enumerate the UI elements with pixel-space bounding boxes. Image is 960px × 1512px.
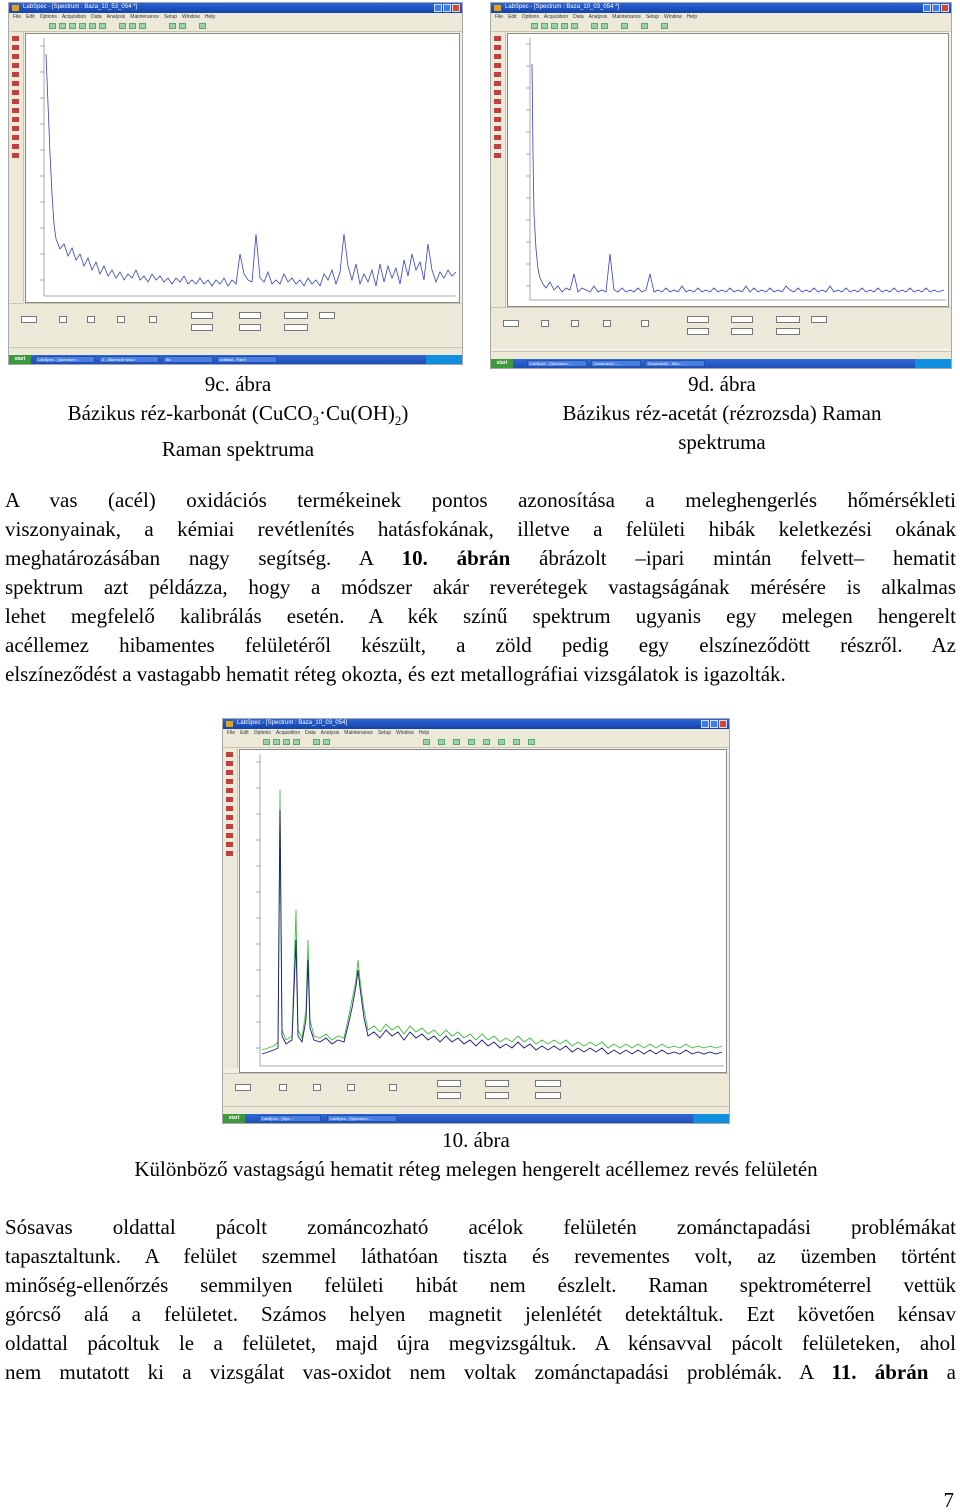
tool-icon[interactable]: [12, 63, 19, 68]
caption-title-line2: Raman spektruma: [161, 437, 315, 462]
status-bar: [491, 351, 951, 359]
taskbar-item[interactable]: untitled - Paint: [217, 356, 277, 363]
toolbar-icon[interactable]: [179, 23, 186, 29]
taskbar-item[interactable]: Document1 - ...: [591, 360, 641, 367]
acquisition-panel: [223, 1073, 729, 1106]
window-title: LabSpec - [Spectrum : Baza_10_03_054]: [237, 720, 348, 726]
toolbar-icon[interactable]: [199, 23, 206, 29]
text-line: lehet megfelelő kalibrálás esetén. A kék színű spektrum ugyanis egy melegen hengerelt: [5, 604, 956, 628]
toolbar-icon[interactable]: [498, 739, 505, 745]
minimize-button[interactable]: [701, 720, 709, 728]
tool-icon[interactable]: [12, 72, 19, 77]
menu-item[interactable]: Help: [418, 730, 430, 736]
spectrometer-field[interactable]: [191, 312, 213, 319]
side-toolbar: [9, 32, 24, 302]
toolbar-icon[interactable]: [468, 739, 475, 745]
spectrometer-icon[interactable]: [641, 320, 649, 327]
tool-icon[interactable]: [226, 806, 233, 811]
body-paragraph-2: [5, 1213, 956, 1387]
taskbar-item[interactable]: LabSpec - [Spectrum...: [35, 356, 95, 363]
text-line: viszonyainak, a kémiai revétlenítés hatásfokának, illetve a felületi hibák keletkezési okának: [5, 517, 956, 541]
slit-icon[interactable]: [603, 320, 611, 327]
toolbar-icon[interactable]: [263, 739, 270, 745]
body-paragraph-1: [5, 486, 956, 689]
toolbar-icon[interactable]: [561, 23, 568, 29]
tool-icon[interactable]: [494, 99, 501, 104]
taskbar: [491, 359, 951, 368]
caption-label: 9c. ábra: [204, 372, 272, 396]
taskbar-item[interactable]: LabSpec - [Spectrum...: [527, 360, 587, 367]
maximize-button[interactable]: [710, 720, 718, 728]
taskbar-item[interactable]: 2 - Microsoft Word: [99, 356, 159, 363]
toolbar-icon[interactable]: [601, 23, 608, 29]
tool-icon[interactable]: [226, 770, 233, 775]
window-title: LabSpec - [Spectrum : Baza_10_53_054 *]: [23, 4, 138, 10]
tool-icon[interactable]: [494, 72, 501, 77]
menu-item[interactable]: File: [13, 14, 22, 20]
tool-icon[interactable]: [12, 153, 19, 158]
spectrum-chart: [240, 750, 726, 1072]
menu-item[interactable]: Setup: [377, 730, 392, 736]
tool-icon[interactable]: [12, 135, 19, 140]
text-line: A vas (acél) oxidációs termékeinek pontos azonosítása a meleghengerlés hőmérsékleti: [5, 488, 956, 512]
tool-icon[interactable]: [12, 117, 19, 122]
acquisition-field[interactable]: [239, 324, 261, 331]
menu-item[interactable]: Help: [686, 14, 698, 20]
xyz-coords-field[interactable]: [284, 312, 308, 319]
status-bar: [9, 347, 462, 355]
tool-icon[interactable]: [226, 851, 233, 856]
laser-icon[interactable]: [503, 320, 519, 327]
tool-icon[interactable]: [12, 54, 19, 59]
tool-icon[interactable]: [12, 45, 19, 50]
caption-title: Bázikus réz-acetát (rézrozsda) Raman: [562, 401, 882, 425]
caption-fig9d: [484, 370, 960, 457]
toolbar-icon[interactable]: [483, 739, 490, 745]
spectrometer-field[interactable]: [437, 1080, 461, 1087]
menu-item[interactable]: Acquisition: [275, 730, 301, 736]
taskbar-item[interactable]: LabSpec - [Spe...: [259, 1115, 321, 1122]
tool-icon[interactable]: [226, 833, 233, 838]
toolbar-icon[interactable]: [89, 23, 96, 29]
hole-icon[interactable]: [87, 316, 95, 323]
menu-item[interactable]: Analysis: [106, 14, 126, 20]
toolbar-icon[interactable]: [313, 739, 320, 745]
tool-icon[interactable]: [494, 90, 501, 95]
text-line: oldattal pácoltuk le a felületet, majd újra megvizsgáltuk. A kénsavval pácolt felületeken, ahol: [5, 1331, 956, 1355]
toolbar-icon[interactable]: [591, 23, 598, 29]
window-titlebar: [223, 719, 729, 729]
toolbar-icon[interactable]: [323, 739, 330, 745]
toolbar: [9, 21, 462, 32]
tool-icon[interactable]: [226, 842, 233, 847]
page-number: 7: [943, 1488, 954, 1512]
start-button[interactable]: start: [491, 359, 513, 368]
tool-icon[interactable]: [494, 153, 501, 158]
text-line: Sósavas oldattal pácolt zománcozható acélok felületén zománctapadási problémákat: [5, 1215, 956, 1239]
menu-item[interactable]: Help: [204, 14, 216, 20]
toolbar-icon[interactable]: [571, 23, 578, 29]
menu-item[interactable]: Edit: [508, 14, 517, 20]
toolbar: [223, 737, 729, 748]
tool-icon[interactable]: [494, 108, 501, 113]
spectrum-chart: [26, 34, 459, 302]
maximize-button[interactable]: [443, 4, 451, 12]
tool-icon[interactable]: [494, 45, 501, 50]
spectrum-chart: [508, 34, 948, 306]
window-controls: [434, 4, 460, 12]
caption-label: 10. ábra: [442, 1128, 510, 1152]
acquisition-field[interactable]: [485, 1080, 509, 1087]
toolbar-icon[interactable]: [621, 23, 628, 29]
text-line: acéllemez hibamentes felületéről készült, a zöld pedig egy elszíneződött részről. Az: [5, 633, 956, 657]
menu-item[interactable]: File: [227, 730, 236, 736]
spectrum-plot[interactable]: [507, 33, 949, 307]
menu-item[interactable]: Data: [305, 730, 316, 736]
acquisition-field[interactable]: [485, 1092, 509, 1099]
toolbar-icon[interactable]: [541, 23, 548, 29]
xyz-coords-field[interactable]: [284, 324, 308, 331]
toolbar-icon[interactable]: [661, 23, 668, 29]
tool-icon[interactable]: [494, 144, 501, 149]
tool-icon[interactable]: [12, 108, 19, 113]
menu-item[interactable]: Analysis: [320, 730, 340, 736]
window-controls: [701, 720, 727, 728]
filter-icon[interactable]: [541, 320, 549, 327]
menu-item[interactable]: Setup: [645, 14, 660, 20]
laser-icon[interactable]: [235, 1084, 251, 1091]
toolbar-icon[interactable]: [129, 23, 136, 29]
toolbar-icon[interactable]: [438, 739, 445, 745]
tool-icon[interactable]: [494, 81, 501, 86]
toolbar-icon[interactable]: [283, 739, 290, 745]
menu-item[interactable]: Maintenance: [612, 14, 641, 20]
hole-icon[interactable]: [313, 1084, 321, 1091]
screenshot-fig9c: [8, 2, 463, 365]
toolbar-icon[interactable]: [513, 739, 520, 745]
tool-icon[interactable]: [12, 126, 19, 131]
menu-item[interactable]: Edit: [26, 14, 35, 20]
caption-fig10: [0, 1126, 952, 1184]
xyz-coords-field[interactable]: [776, 328, 800, 335]
side-toolbar: [491, 32, 506, 307]
toolbar-icon[interactable]: [423, 739, 430, 745]
figure-reference: 10. ábrán: [401, 546, 511, 570]
menu-bar: [223, 729, 729, 737]
toolbar-icon[interactable]: [273, 739, 280, 745]
start-button[interactable]: start: [223, 1114, 245, 1123]
toolbar-icon[interactable]: [49, 23, 56, 29]
tool-icon[interactable]: [226, 797, 233, 802]
menu-item[interactable]: Setup: [163, 14, 178, 20]
taskbar: [9, 355, 462, 364]
toolbar: [491, 21, 951, 32]
text-line: minőség-ellenőrzés semmilyen felületi hibát nem észlelt. Raman spektrométerrel vettük: [5, 1273, 956, 1297]
menu-item[interactable]: Options: [39, 14, 57, 20]
video-button[interactable]: [811, 316, 827, 323]
text-line: meghatározásában nagy segítség. A 10. ábrán ábrázolt –ipari mintán felvett– hematit: [5, 546, 956, 570]
text-line: górcső alá a felületet. Számos helyen magnetit jelenlétét detektáltuk. Ezt követően kénsav: [5, 1302, 956, 1326]
filter-icon[interactable]: [279, 1084, 287, 1091]
menu-bar: [491, 13, 951, 21]
xyz-coords-field[interactable]: [535, 1092, 561, 1099]
toolbar-icon[interactable]: [79, 23, 86, 29]
spectrometer-field[interactable]: [437, 1092, 461, 1099]
toolbar-icon[interactable]: [531, 23, 538, 29]
text-line: spektrum azt példázza, hogy a módszer akár reverétegek vastagságának mérésére is alkalmas: [5, 575, 956, 599]
close-button[interactable]: [719, 720, 727, 728]
tool-icon[interactable]: [494, 36, 501, 41]
tool-icon[interactable]: [226, 815, 233, 820]
toolbar-icon[interactable]: [293, 739, 300, 745]
status-bar: [223, 1106, 729, 1114]
caption-title-line2: spektruma: [678, 430, 766, 454]
tool-icon[interactable]: [226, 788, 233, 793]
acquisition-panel: [491, 307, 951, 348]
menu-bar: [9, 13, 462, 21]
hole-icon[interactable]: [571, 320, 579, 327]
toolbar-icon[interactable]: [641, 23, 648, 29]
toolbar-icon[interactable]: [139, 23, 146, 29]
caption-title: Bázikus réz-karbonát $(CuCO_3\cdot Cu(OH)_2)$: [67, 401, 409, 429]
menu-item[interactable]: Maintenance: [344, 730, 373, 736]
tool-icon[interactable]: [12, 144, 19, 149]
window-title: LabSpec - [Spectrum : Baza_10_03_054 *]: [505, 4, 620, 10]
acquisition-panel: [9, 303, 462, 346]
tool-icon[interactable]: [12, 90, 19, 95]
tool-icon[interactable]: [226, 761, 233, 766]
menu-item[interactable]: Options: [521, 14, 539, 20]
menu-item[interactable]: Window: [396, 730, 414, 736]
window-controls: [923, 4, 949, 12]
caption-label: 9d. ábra: [688, 372, 756, 396]
minimize-button[interactable]: [434, 4, 442, 12]
spectrometer-icon[interactable]: [389, 1084, 397, 1091]
caption-title: Különböző vastagságú hematit réteg melegen hengerelt acéllemez revés felületén: [134, 1157, 818, 1181]
menu-item[interactable]: Acquisition: [543, 14, 569, 20]
tool-icon[interactable]: [12, 81, 19, 86]
text-line: nem mutatott ki a vizsgálat vas-oxidot nem voltak zománctapadási problémák. A 11. ábrán a: [5, 1360, 956, 1384]
close-button[interactable]: [452, 4, 460, 12]
menu-item[interactable]: File: [495, 14, 504, 20]
toolbar-icon[interactable]: [59, 23, 66, 29]
tool-icon[interactable]: [226, 779, 233, 784]
system-tray: [693, 1114, 729, 1123]
figure-reference: 11. ábrán: [831, 1360, 929, 1384]
toolbar-icon[interactable]: [453, 739, 460, 745]
slit-icon[interactable]: [117, 316, 125, 323]
maximize-button[interactable]: [932, 4, 940, 12]
toolbar-icon[interactable]: [551, 23, 558, 29]
toolbar-icon[interactable]: [169, 23, 176, 29]
system-tray: [915, 359, 951, 368]
menu-item[interactable]: Options: [253, 730, 271, 736]
tool-icon[interactable]: [494, 63, 501, 68]
filter-icon[interactable]: [59, 316, 67, 323]
app-icon: [226, 721, 233, 727]
system-tray: [426, 355, 462, 364]
acquisition-field[interactable]: [239, 312, 261, 319]
taskbar: [223, 1114, 729, 1123]
close-button[interactable]: [941, 4, 949, 12]
caption-fig9c: [0, 370, 476, 464]
tool-icon[interactable]: [226, 752, 233, 757]
menu-item[interactable]: Window: [182, 14, 200, 20]
spectrometer-field[interactable]: [687, 328, 709, 335]
app-icon: [494, 5, 501, 11]
menu-item[interactable]: Maintenance: [130, 14, 159, 20]
window-titlebar: [9, 3, 462, 13]
tool-icon[interactable]: [12, 99, 19, 104]
menu-item[interactable]: Data: [91, 14, 102, 20]
acquisition-field[interactable]: [731, 328, 753, 335]
menu-item[interactable]: Acquisition: [61, 14, 87, 20]
xyz-coords-field[interactable]: [776, 316, 800, 323]
screenshot-fig9d: [490, 2, 952, 369]
screenshot-fig10: [222, 718, 730, 1124]
slit-icon[interactable]: [347, 1084, 355, 1091]
taskbar-item[interactable]: LabSpec - [Spectrum...: [327, 1115, 397, 1122]
acquisition-field[interactable]: [731, 316, 753, 323]
spectrum-plot[interactable]: [239, 749, 727, 1073]
start-button[interactable]: start: [9, 355, 31, 364]
side-toolbar: [223, 748, 238, 1068]
taskbar-item[interactable]: Document4 - Micr...: [645, 360, 705, 367]
minimize-button[interactable]: [923, 4, 931, 12]
tool-icon[interactable]: [494, 135, 501, 140]
tool-icon[interactable]: [494, 117, 501, 122]
spectrometer-field[interactable]: [191, 324, 213, 331]
menu-item[interactable]: Window: [664, 14, 682, 20]
text-line: elszíneződést a vastagabb hematit réteg okozta, és ezt metallográfiai vizsgálatok is igazolták.: [5, 662, 786, 686]
spectrum-plot[interactable]: [25, 33, 460, 303]
laser-icon[interactable]: [21, 316, 37, 323]
tool-icon[interactable]: [494, 54, 501, 59]
xyz-coords-field[interactable]: [535, 1080, 561, 1087]
app-icon: [12, 5, 19, 11]
spectrometer-field[interactable]: [687, 316, 709, 323]
video-button[interactable]: [319, 312, 335, 319]
taskbar-item[interactable]: 9d: [163, 356, 213, 363]
tool-icon[interactable]: [12, 36, 19, 41]
text-line: tapasztaltunk. A felület szemmel láthatóan tiszta és revementes volt, az üzemben történt: [5, 1244, 956, 1268]
tool-icon[interactable]: [494, 126, 501, 131]
menu-item[interactable]: Edit: [240, 730, 249, 736]
toolbar-icon[interactable]: [528, 739, 535, 745]
tool-icon[interactable]: [226, 824, 233, 829]
window-titlebar: [491, 3, 951, 13]
toolbar-icon[interactable]: [119, 23, 126, 29]
toolbar-icon[interactable]: [99, 23, 106, 29]
menu-item[interactable]: Data: [573, 14, 584, 20]
spectrometer-icon[interactable]: [149, 316, 157, 323]
menu-item[interactable]: Analysis: [588, 14, 608, 20]
toolbar-icon[interactable]: [69, 23, 76, 29]
